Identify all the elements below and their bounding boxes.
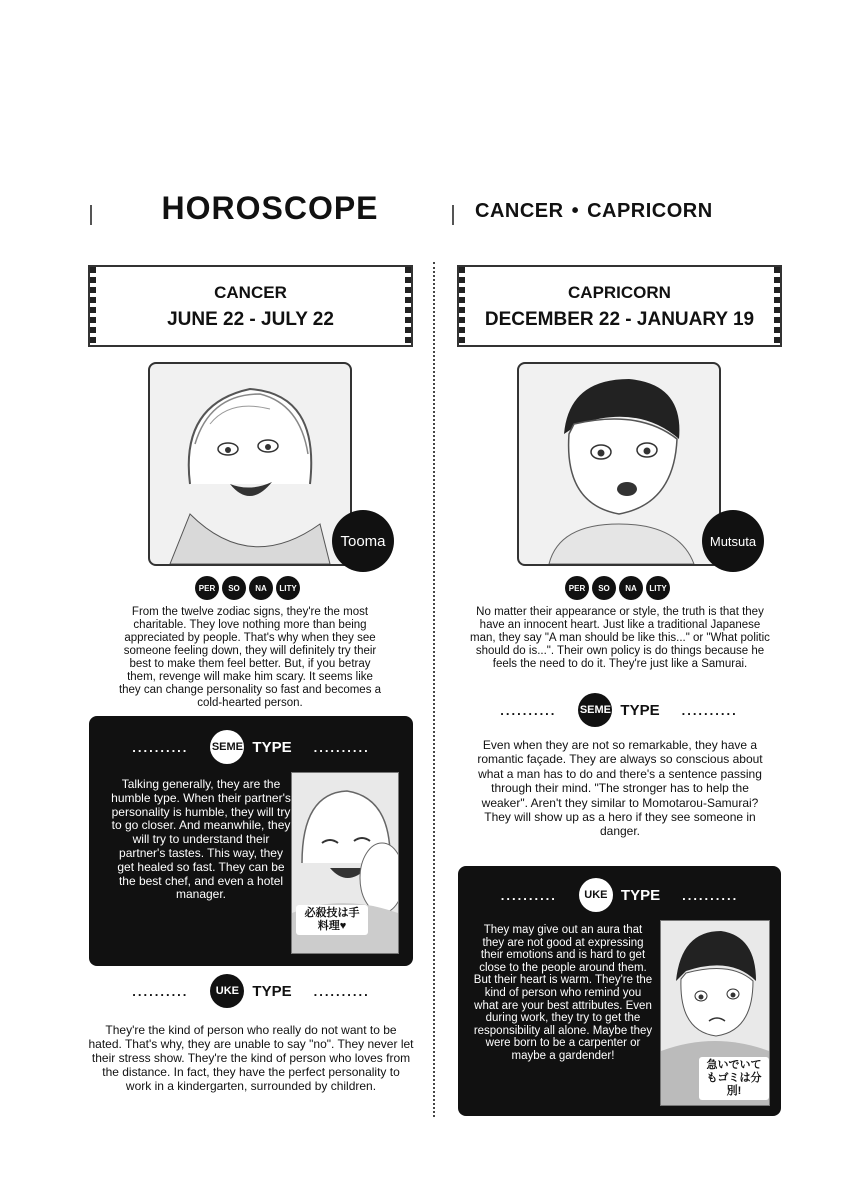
page-subtitle: [475, 200, 775, 223]
cancer-seme-heading: [89, 730, 413, 764]
cancer-seme-thumbnail: [291, 772, 399, 954]
cancer-seme-panel: [89, 716, 413, 966]
capricorn-sign-dates: DECEMBER 22 - JANUARY 19: [484, 309, 755, 330]
capricorn-character-badge: Mutsuta: [702, 510, 764, 572]
seme-badge: SEME: [578, 693, 612, 727]
persona-badge: LITY: [646, 576, 670, 600]
capricorn-uke-caption: 急いでいてもゴミは分別!: [699, 1057, 769, 1100]
page-title: HOROSCOPE: [161, 190, 379, 226]
uke-badge: UKE: [210, 974, 244, 1008]
cancer-sign-dates: JUNE 22 - JULY 22: [167, 309, 334, 330]
type-label: TYPE: [620, 886, 661, 904]
capricorn-sign-box: [457, 265, 782, 347]
cancer-sign-box: [88, 265, 413, 347]
persona-badge: SO: [222, 576, 246, 600]
mutsuta-illustration: [519, 364, 719, 564]
dotted-leader: ..........: [313, 739, 370, 755]
subtitle-sign-left: CANCER: [475, 200, 564, 222]
tooma-illustration: [150, 364, 350, 564]
capricorn-uke-text: They may give out an aura that they are not good at expressing their emotions and is hard to get close to the people around them. But their heart is warm. They're the kind of person who remind you what are your best attributes. Even during work, they try to get the responsibility all alone. Maybe they were born to be a carpenter or maybe a gardender!: [473, 924, 653, 1062]
dotted-leader: ..........: [500, 702, 557, 718]
type-label: TYPE: [252, 982, 292, 1000]
cancer-uke-heading: [89, 974, 413, 1008]
subtitle-sign-right: CAPRICORN: [587, 200, 713, 222]
box-edge-right: [774, 267, 780, 345]
dotted-leader: ..........: [500, 887, 557, 903]
cancer-personality-text: From the twelve zodiac signs, they're the most charitable. They love nothing more than being appreciated by people. That's why when they see someone feeling down, they will definitely try their best to make them feel better. But, if you betray them, revenge will make him scary. It seems like they can change personality so fast and becomes a cold-hearted person.: [118, 606, 382, 709]
cancer-personality-badges: [195, 576, 300, 600]
capricorn-seme-heading: [457, 693, 781, 727]
header-bar-left: [90, 205, 92, 225]
capricorn-uke-panel: [458, 866, 781, 1116]
column-divider: [433, 262, 435, 1117]
cancer-seme-text: Talking generally, they are the humble type. When their partner's personality is humble, they will try to go closer. And meanwhile, they will try to understand their partner's tastes. This way, they get healed so fast. They can be the best chef, and even a hotel manager.: [111, 777, 291, 902]
dotted-leader: ..........: [681, 702, 738, 718]
cancer-sign-name: CANCER: [214, 283, 287, 302]
header-bar-right: [452, 205, 454, 225]
persona-badge: PER: [565, 576, 589, 600]
type-label: TYPE: [252, 738, 292, 756]
capricorn-seme-text: Even when they are not so remarkable, they have a romantic façade. They are always so conscious about what a man has to do and there's a sentence passing through their mind. "The stronger has to help the weaker". Aren't they similar to Momotarou-Samurai? They will show up as a hero if they see someone in danger.: [477, 738, 763, 839]
cancer-portrait: [148, 362, 352, 566]
seme-badge: SEME: [210, 730, 244, 764]
capricorn-personality-text: No matter their appearance or style, the truth is that they have an innocent heart. Just like a traditional Japanese man, they say "A man should be like this..." or "What politic should do is...". Their own policy is do things because he feels the need to do it. They're just like a Samurai.: [470, 606, 770, 670]
capricorn-uke-heading: [458, 878, 781, 912]
persona-badge: SO: [592, 576, 616, 600]
persona-badge: PER: [195, 576, 219, 600]
type-label: TYPE: [620, 701, 660, 719]
dotted-leader: ..........: [682, 887, 739, 903]
capricorn-personality-badges: [565, 576, 670, 600]
box-edge-right: [405, 267, 411, 345]
box-edge-left: [459, 267, 465, 345]
cancer-uke-text: They're the kind of person who really do not want to be hated. That's why, they are unable to say "no". They never let their stress show. They're the kind of person who loves from the distance. In fact, they have the perfect personality to work in a kindergarten, surrounded by children.: [88, 1023, 414, 1093]
persona-badge: LITY: [276, 576, 300, 600]
persona-badge: NA: [619, 576, 643, 600]
dotted-leader: ..........: [132, 739, 189, 755]
capricorn-portrait: [517, 362, 721, 566]
cancer-seme-caption: 必殺技は手料理♥: [296, 905, 368, 935]
persona-badge: NA: [249, 576, 273, 600]
subtitle-separator: •: [571, 200, 580, 222]
dotted-leader: ..........: [313, 983, 370, 999]
dotted-leader: ..........: [132, 983, 189, 999]
box-edge-left: [90, 267, 96, 345]
uke-badge: UKE: [579, 878, 613, 912]
capricorn-uke-thumbnail: [660, 920, 770, 1106]
cancer-character-badge: Tooma: [332, 510, 394, 572]
capricorn-sign-name: CAPRICORN: [568, 283, 671, 302]
